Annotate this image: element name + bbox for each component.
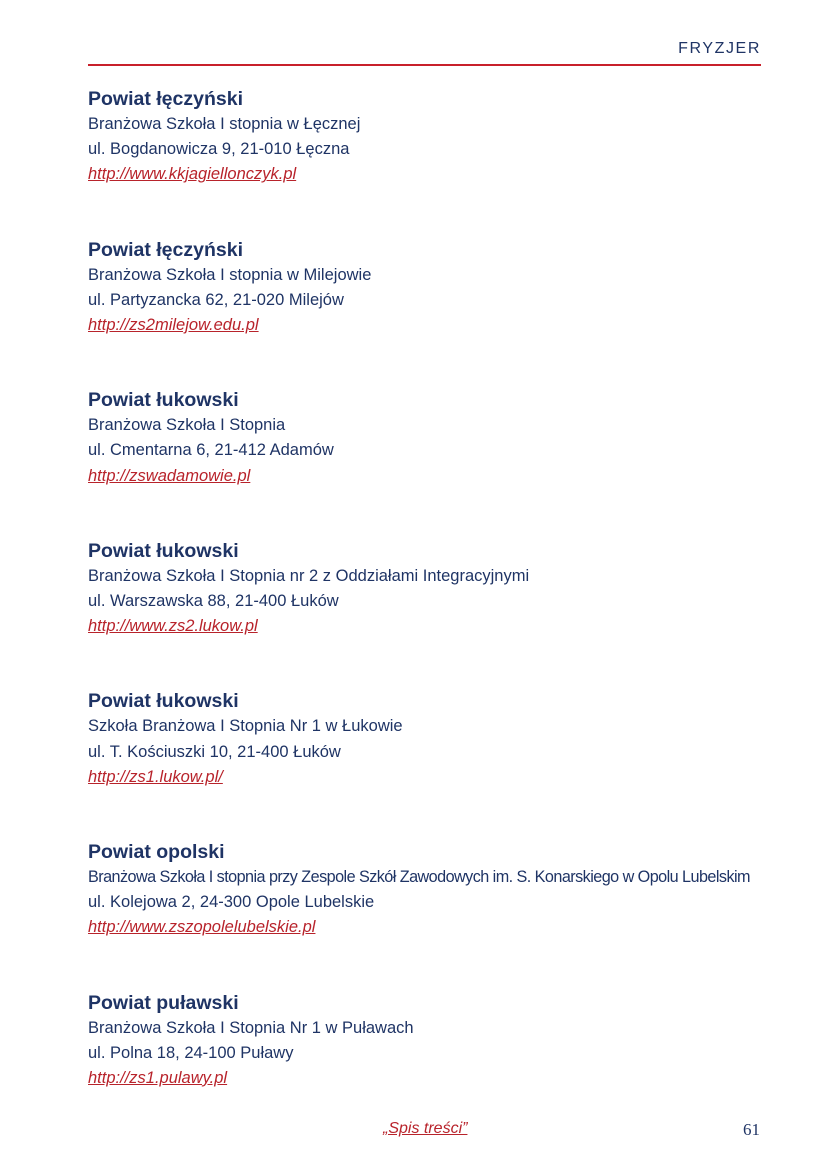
school-name: Szkoła Branżowa I Stopnia Nr 1 w Łukowie [88, 717, 403, 736]
school-entry [88, 387, 768, 538]
school-website-link[interactable]: http://zswadamowie.pl [88, 466, 251, 485]
school-name: Branżowa Szkoła I Stopnia nr 2 z Oddziałami Integracyjnymi [88, 566, 530, 585]
school-address: ul. Bogdanowicza 9, 21-010 Łęczna [88, 140, 350, 159]
school-website-link[interactable]: http://zs1.pulawy.pl [88, 1068, 228, 1087]
school-name: Branżowa Szkoła I stopnia w Łęcznej [88, 115, 361, 133]
table-of-contents-link[interactable]: „Spis treści” [383, 1120, 468, 1137]
school-name: Branżowa Szkoła I stopnia przy Zespole Szkół Zawodowych im. S. Konarskiego w Opolu Lubelskim [88, 867, 750, 886]
powiat-heading: Powiat łukowski [88, 690, 239, 713]
powiat-heading: Powiat łukowski [88, 389, 239, 412]
school-address: ul. T. Kościuszki 10, 21-400 Łuków [88, 742, 341, 761]
powiat-heading: Powiat łęczyński [88, 238, 243, 261]
school-website-link[interactable]: http://www.kkjagiellonczyk.pl [88, 165, 297, 184]
school-address: ul. Polna 18, 24-100 Puławy [88, 1043, 294, 1062]
powiat-heading: Powiat opolski [88, 840, 225, 863]
school-entry [88, 688, 768, 839]
school-entry [88, 839, 768, 990]
header-divider [88, 64, 761, 66]
school-entry [88, 990, 768, 1141]
school-list [88, 86, 768, 1140]
school-entry [88, 86, 768, 237]
school-website-link[interactable]: http://zs1.lukow.pl/ [88, 767, 223, 786]
school-name: Branżowa Szkoła I stopnia w Milejowie [88, 265, 372, 284]
school-website-link[interactable]: http://www.zszopolelubelskie.pl [88, 918, 316, 937]
school-entry [88, 538, 768, 689]
school-website-link[interactable]: http://www.zs2.lukow.pl [88, 617, 258, 636]
header-title: FRYZJER [678, 40, 761, 57]
school-entry [88, 237, 768, 388]
powiat-heading: Powiat puławski [88, 991, 239, 1014]
school-address: ul. Partyzancka 62, 21-020 Milejów [88, 290, 344, 309]
page-number: 61 [743, 1120, 760, 1139]
school-website-link[interactable]: http://zs2milejow.edu.pl [88, 316, 259, 334]
powiat-heading: Powiat łęczyński [88, 88, 243, 110]
powiat-heading: Powiat łukowski [88, 539, 239, 562]
school-address: ul. Kolejowa 2, 24-300 Opole Lubelskie [88, 893, 375, 912]
school-address: ul. Cmentarna 6, 21-412 Adamów [88, 441, 334, 460]
school-address: ul. Warszawska 88, 21-400 Łuków [88, 591, 339, 610]
school-name: Branżowa Szkoła I Stopnia Nr 1 w Puławach [88, 1018, 414, 1037]
school-name: Branżowa Szkoła I Stopnia [88, 416, 286, 435]
